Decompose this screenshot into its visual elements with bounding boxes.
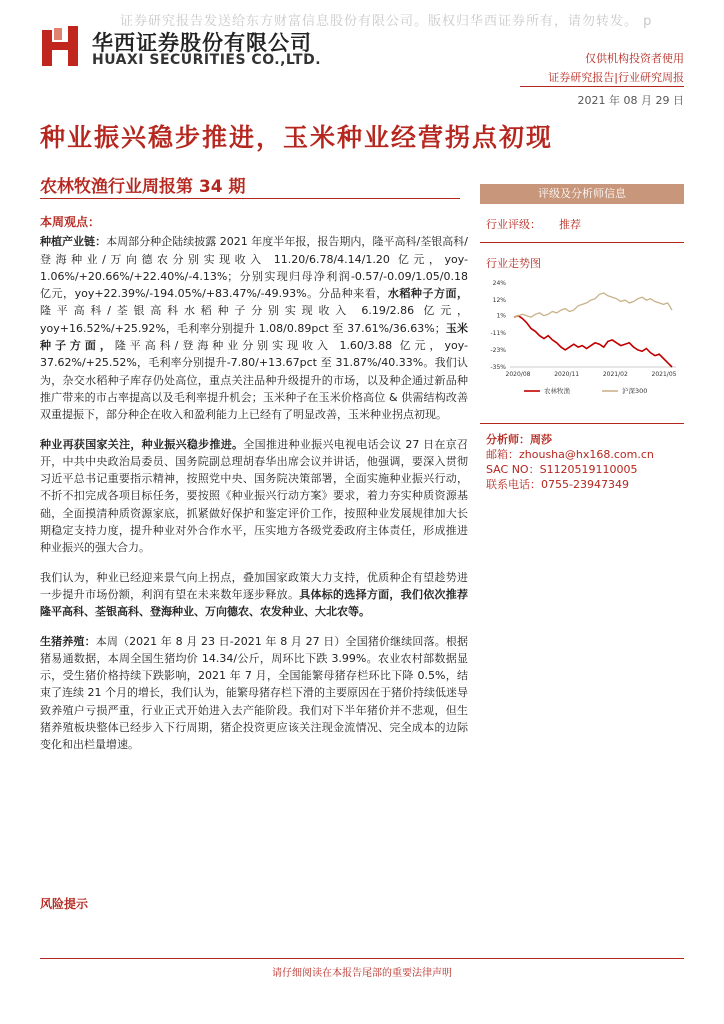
y-tick-label: -23% [490, 346, 506, 354]
industry-rating [480, 216, 684, 232]
recommendation-text: 我们认为，种业已经迎来景气向上拐点，叠加国家政策大力支持，优质种企有望趁势进一步提升市场份额，利润有望在未来数年逐步释放。 [40, 570, 468, 601]
recommendation-picks: 具体标的选择方面，我们依次推荐隆平高科、荃银高科、登海种业、万向德农、农发种业、大北农等。 [40, 587, 469, 619]
policy-lead: 种业再获国家关注，种业振兴稳步推进。 [40, 437, 244, 451]
y-tick-label: 24% [492, 280, 506, 287]
brand-name-en: HUAXI SECURITIES CO.,LTD. [92, 52, 322, 68]
audience-note: 仅供机构投资者使用 [585, 52, 684, 65]
analyst-info [480, 432, 684, 492]
rice-seed-lead: 水稻种子方面， [387, 287, 468, 301]
trend-chart-title: 行业走势图 [486, 257, 541, 270]
planting-text-1: 本周部分种企陆续披露 2021 年度半年报，报告期内，隆平高科/荃银高科/登海种业/万向德农分别实现收入 11.20/6.78/4.14/1.20 亿元，yoy-1.06%/+20.66%/+22.40%/-4.13%；分别实现归母净利润-0.57/-0.09/1.05/0.18 亿元，yoy+22.39%/-194.05%/+83.47%/-49.93%。分品种来看， [40, 235, 468, 301]
analyst-name: 分析师：周莎 [486, 433, 552, 446]
brand-name-cn: 华西证券股份有限公司 [92, 31, 312, 55]
planting-text-3: 隆平高科/登海种业分别实现收入 1.60/3.88 亿元，yoy-37.62%/+25.52%，毛利率分别提升-7.80/+13.67pct 至 31.87%/40.33%。我们认为，杂交水稻种子库存仍处高位，重点关注品种升级提升的市场，以及种企通过新品种推广带来的市占率提高以及毛利率提升机会；玉米种子在玉米价格高位 & 供需结构改善双重提振下，部分种企在收入和盈利能力上已经有了明显改善，玉米种业拐点初现。 [40, 339, 469, 422]
paragraph-planting [40, 233, 468, 423]
y-tick-label: -11% [490, 329, 506, 337]
analyst-sac: SAC NO：S1120519110005 [486, 463, 638, 476]
huaxi-logo-icon [40, 24, 80, 68]
x-tick-label: 2021/02 [602, 371, 628, 378]
header-divider [520, 86, 684, 87]
hog-lead: 生猪养殖： [40, 634, 96, 648]
trend-chart [480, 275, 684, 415]
series-line-1 [514, 293, 672, 317]
x-tick-label: 2020/08 [505, 371, 531, 378]
analyst-phone: 联系电话：0755-23947349 [486, 478, 629, 491]
rating-value: 推荐 [559, 218, 581, 231]
page-subtitle: 农林牧渔行业周报第 34 期 [40, 177, 246, 197]
page-title: 种业振兴稳步推进，玉米种业经营拐点初现 [40, 123, 554, 152]
report-type: 证券研究报告|行业研究周报 [548, 71, 684, 84]
y-tick-label: -35% [490, 364, 506, 371]
view-title: 本周观点： [40, 215, 101, 229]
series-line-0 [514, 316, 672, 367]
sidebar-divider-2 [480, 423, 684, 424]
rating-label: 行业评级： [486, 218, 541, 231]
x-tick-label: 2020/11 [554, 371, 580, 378]
main-content [40, 214, 468, 766]
sidebar-divider [480, 242, 684, 243]
x-tick-label: 2021/05 [651, 371, 677, 378]
policy-text: 全国推进种业振兴电视电话会议 27 日在京召开，中共中央政治局委员、国务院副总理胡春华出席会议并讲话，他强调，要深入贯彻习近平总书记重要指示精神，按照党中央、国务院决策部署，全面实施种业振兴行动，不折不扣完成各项目标任务，要按照《种业振兴行动方案》要求，着力夯实种质资源基础，全面摸清种质资源家底，抓紧做好保护和鉴定评价工作，按照种业发展规律加大长期稳定支持力度，提升种业对外合作水平，压实地方各级党委政府主体责任，形成推进种业振兴的强大合力。 [40, 437, 468, 555]
paragraph-hog [40, 633, 468, 754]
planting-text-2: 隆平高科/荃银高科水稻种子分别实现收入 6.19/2.86 亿元，yoy+16.52%/+25.92%，毛利率分别提升 1.08/0.89pct 至 37.61%/36.63%； [40, 304, 468, 335]
watermark: 证券研究报告发送给东方财富信息股份有限公司。版权归华西证券所有，请勿转发。 p [120, 14, 653, 29]
report-date: 2021 年 08 月 29 日 [577, 94, 684, 107]
paragraph-recommendation [40, 569, 468, 621]
hog-text: 本周（2021 年 8 月 23 日-2021 年 8 月 27 日）全国猪价继续回落。根据猪易通数据，本周全国生猪均价 14.34/公斤，周环比下跌 3.99%。农业农村部数据显示，受生猪价格持续下跌影响，2021 年 7 月，全国能繁母猪存栏环比下降 0.5%，结束了连续 21 个月的增长，我们认为，能繁母猪存栏下滑的主要原因在于猪价持续低迷导致养殖户亏损严重，行业正式开始进入去产能阶段。我们对下半年猪价并不悲观，但生猪养殖板块整体已经步入下行周期，猪企投资更应该关注现金流情况、完全成本的边际变化和出栏量增速。 [40, 634, 469, 752]
legal-footer: 请仔细阅读在本报告尾部的重要法律声明 [272, 968, 452, 979]
analyst-email: 邮箱：zhousha@hx168.com.cn [486, 448, 654, 461]
rating-panel-header: 评级及分析师信息 [480, 184, 684, 204]
sidebar [480, 184, 684, 492]
planting-lead: 种植产业链： [40, 235, 107, 249]
legend-label: 沪深300 [622, 387, 648, 395]
paragraph-policy [40, 436, 468, 557]
y-tick-label: 12% [492, 297, 506, 305]
subtitle-divider [40, 198, 460, 199]
risk-title: 风险提示 [40, 897, 89, 911]
corn-seed-lead: 玉米种子方面， [40, 321, 468, 353]
y-tick-label: 1% [496, 312, 506, 320]
legend-label: 农林牧渔 [544, 387, 570, 395]
footer-divider [40, 958, 684, 959]
